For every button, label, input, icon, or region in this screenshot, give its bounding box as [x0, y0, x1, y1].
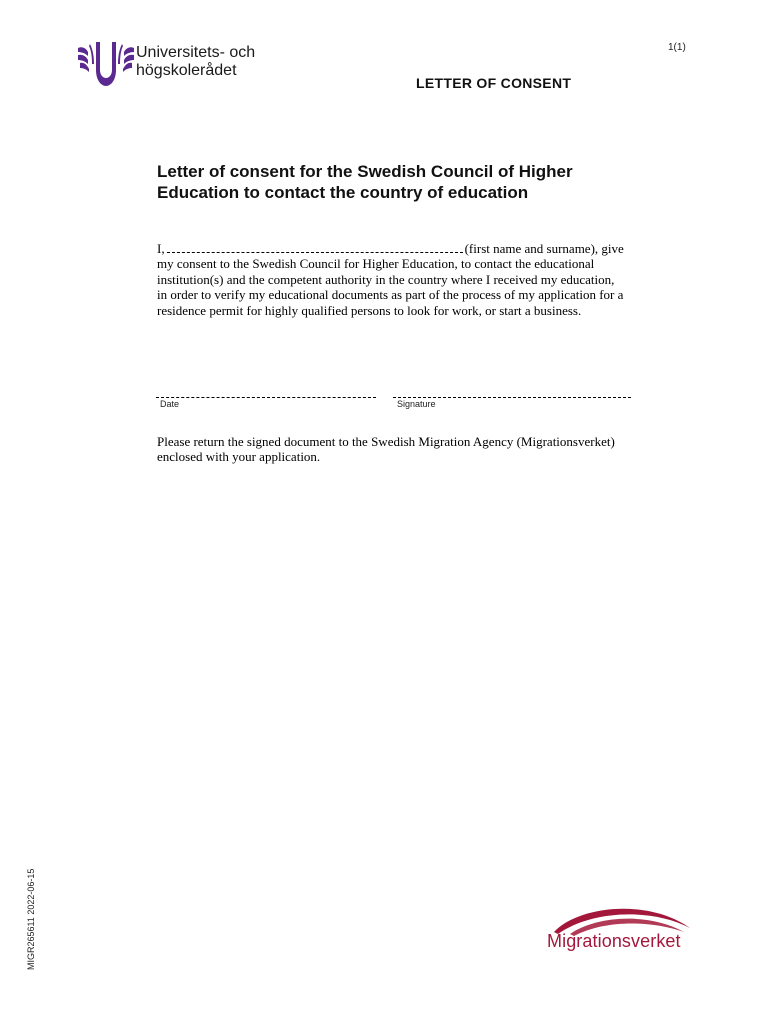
page-number: 1(1) — [668, 42, 686, 53]
signature-label: Signature — [397, 399, 436, 409]
org-name-line1: Universitets- och — [136, 44, 256, 61]
title-line2: Education to contact the country of education — [157, 183, 529, 202]
title-line1: Letter of consent for the Swedish Council of Higher — [157, 162, 573, 181]
name-fill-line[interactable] — [167, 240, 463, 253]
intro-prefix: I, — [157, 241, 165, 256]
org-name-line2: högskolerådet — [136, 62, 237, 79]
name-fill-hint: (first name and surname), — [464, 241, 599, 256]
date-line[interactable] — [156, 397, 376, 398]
org-name — [136, 44, 255, 80]
uhr-logo-icon — [76, 40, 136, 88]
document-type: LETTER OF CONSENT — [416, 75, 572, 91]
form-code: MIGR265611 2022-06-15 — [26, 868, 36, 970]
return-note: Please return the signed document to the Swedish Migration Agency (Migrationsverket) enclosed with your application. — [157, 434, 615, 465]
consent-text: give my consent to the Swedish Council for Higher Education, to contact the educational institution(s) and the competent authority in the country where I received my education, in order to verify my educational documents as part of the process of my application for a residence permit for highly qualified persons to look for work, or start a business. — [157, 241, 624, 318]
date-label: Date — [160, 399, 180, 409]
document-title — [157, 161, 657, 203]
agency-name: Migrationsverket — [547, 931, 681, 951]
consent-paragraph — [157, 240, 627, 318]
signature-line[interactable] — [393, 397, 631, 398]
